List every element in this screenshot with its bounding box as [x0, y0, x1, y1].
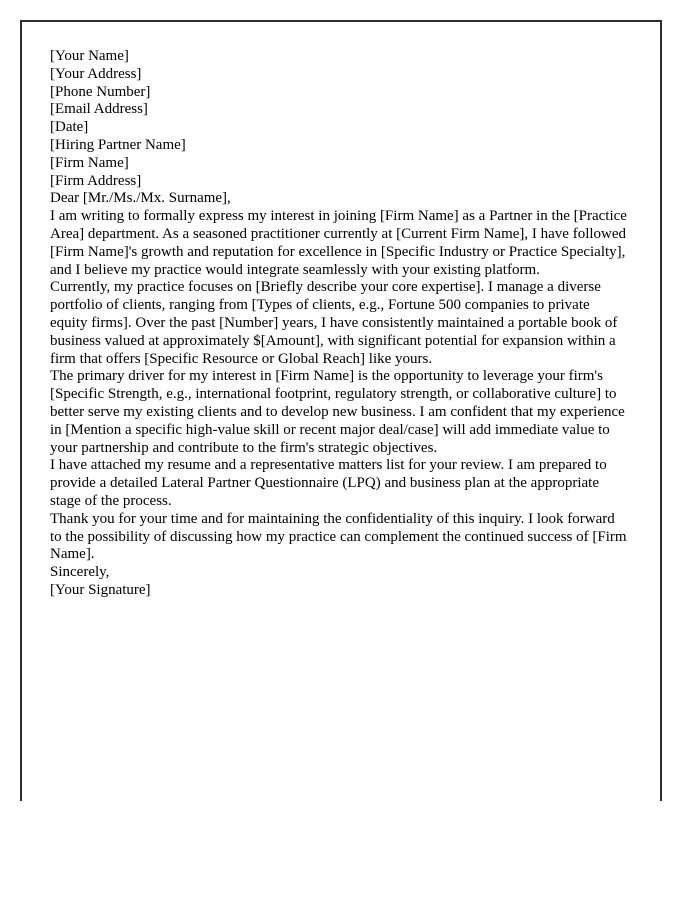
sender-block — [50, 48, 630, 119]
paragraph-introduction: I am writing to formally express my interest in joining [Firm Name] as a Partner in the [Practice Area] department. As a seasoned practitioner currently at [Current Firm Name], I have followed [Firm Name]'s growth and reputation for excellence in [Specific Industry or Practice Specialty], and I believe my practice would integrate seamlessly with your existing platform. — [50, 208, 627, 278]
sender-email: [Email Address] — [50, 101, 148, 118]
date-line: [Date] — [50, 119, 89, 136]
paragraph-attachments: I have attached my resume and a representative matters list for your review. I am prepared to provide a detailed Lateral Partner Questionnaire (LPQ) and business plan at the appropriate stage of the process. — [50, 457, 607, 509]
letter-document — [20, 20, 662, 801]
signature-line: [Your Signature] — [50, 581, 151, 598]
recipient-firm-name: [Firm Name] — [50, 154, 129, 171]
closing-line: Sincerely, — [50, 564, 110, 581]
salutation-line: Dear [Mr./Ms./Mx. Surname], — [50, 190, 231, 207]
sender-phone: [Phone Number] — [50, 83, 151, 100]
sender-address: [Your Address] — [50, 65, 142, 82]
recipient-block — [50, 137, 630, 190]
recipient-hiring-partner: [Hiring Partner Name] — [50, 136, 186, 153]
paragraph-thank-you: Thank you for your time and for maintaining the confidentiality of this inquiry. I look forward to the possibility of discussing how my practice can complement the continued success of [Firm Name]. — [50, 510, 627, 563]
sender-name: [Your Name] — [50, 48, 129, 64]
recipient-firm-address: [Firm Address] — [50, 172, 142, 189]
paragraph-interest-driver: The primary driver for my interest in [Firm Name] is the opportunity to leverage your firm's [Specific Strength, e.g., international footprint, regulatory strength, or collaborative culture] to better serve my existing clients and to develop new business. I am confident that my experience in [Mention a specific high-value skill or recent major deal/case] will add immediate value to your partnership and contribute to the firm's strategic objectives. — [50, 368, 625, 456]
paragraph-practice-overview: Currently, my practice focuses on [Briefly describe your core expertise]. I manage a diverse portfolio of clients, ranging from [Types of clients, e.g., Fortune 500 companies to private equity firms]. Over the past [Number] years, I have consistently maintained a portable book of business valued at approximately $[Amount], with significant potential for expansion within a firm that offers [Specific Resource or Global Reach] like yours. — [50, 279, 618, 367]
